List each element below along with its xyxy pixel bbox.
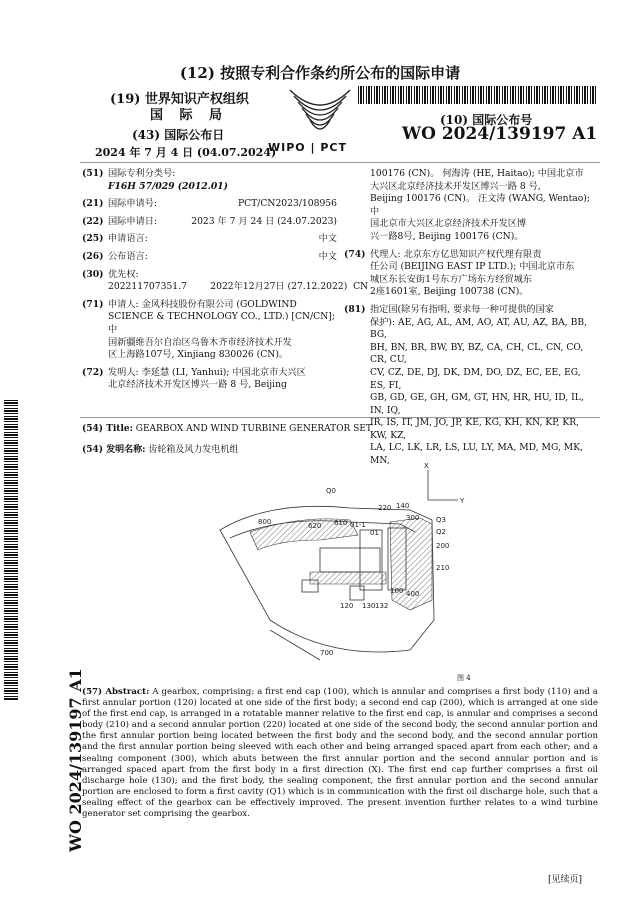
logo-text: WIPO | PCT: [268, 141, 347, 154]
field-72-continued: 100176 (CN)。 何海涛 (HE, Haitao); 中国北京市 大兴区北京经济技术开发区博兴一路 8 号, Beijing 100176 (CN)。 汪文涛 (WANG, Wentao); 中 国北京市大兴区北京经济技术开发区博 兴一路8号, Beijing 100176 (CN)。: [370, 168, 590, 242]
figure-label-400: 400: [406, 590, 420, 598]
figure-label-700: 700: [320, 649, 334, 657]
patent-figure: [210, 460, 470, 678]
field-26: (26) 公布语言: 中文: [82, 250, 337, 262]
header-divider: [80, 162, 600, 163]
field-21: (21) 国际申请号: PCT/CN2023/108956: [82, 198, 337, 210]
field-71: (71) 申请人: 金风科技股份有限公司 (GOLDWIND SCIENCE & TECHNOLOGY CO., LTD.) [CN/CN]; 中 国新疆维吾尔自治区乌鲁木齐市经济技术开发 区上海路107号, Xinjiang 830026 (CN)。: [82, 298, 335, 361]
side-barcode: [4, 400, 20, 850]
barcode: [358, 86, 598, 104]
figure-label-210: 210: [436, 564, 450, 572]
figure-label-140: 140: [396, 502, 410, 510]
document-title: (12) 按照专利合作条约所公布的国际申请: [179, 64, 461, 82]
pub-number-label: (10) 国际公布号: [440, 113, 533, 127]
field-22: (22) 国际申请日: 2023 年 7 月 24 日 (24.07.2023): [82, 215, 337, 227]
figure-label-100: 100: [390, 587, 404, 595]
pub-date-label: (43) 国际公布日: [132, 128, 225, 142]
continued-note: [见续页]: [548, 875, 583, 885]
figure-label-200: 200: [436, 542, 450, 550]
field-74: (74) 代理人: 北京东方亿思知识产权代理有限责 任公司 (BEIJING EAST IP LTD.); 中国北京市东 城区东长安街1号东方广场东方经贸城东 2座1601室, Beijing 100738 (CN)。: [344, 248, 575, 298]
field-25: (25) 申请语言: 中文: [82, 233, 337, 245]
side-pub-number: WO 2024/139197 A1: [66, 668, 85, 852]
title-english: (54) Title: GEARBOX AND WIND TURBINE GENERATOR SET: [82, 424, 372, 434]
field-81: (81) 指定国(除另有指明, 要求每一种可提供的国家 保护): AE, AG, AL, AM, AO, AT, AU, AZ, BA, BB, BG, BH, BN, BR, BW, BY, BZ, CA, CH, CL, CN, CO, CR, CU, CV, CZ, DE, DJ, DK, DM, DO, DZ, EC, EE, EG, ES, FI, GB, GD, GE, GH, GM, GT, HN, HR, HU, ID, IL, IN, IQ, IR, IS, IT, JM, JO, JP, KE, KG, KH, KN, KP, KR, KW, KZ, LA, LC, LK, LR, LS, LU, LY, MA, MD, MG, MK, MN,: [344, 303, 588, 467]
field-72: (72) 发明人: 李延慧 (LI, Yanhui); 中国北京市大兴区 北京经济技术开发区博兴一路 8 号, Beijing: [82, 366, 306, 391]
wipo-logo-icon: [276, 82, 364, 140]
title-divider: [80, 417, 600, 418]
field-51: (51) 国际专利分类号: F16H 57/029 (2012.01): [82, 168, 228, 192]
figure-caption: 图 4: [457, 674, 471, 682]
figure-label-q0: Q0: [326, 487, 336, 495]
field-30: (30) 优先权: 202211707351.7 2022年12月27日 (27.12.2022) CN: [82, 268, 369, 293]
title-chinese: (54) 发明名称: 齿轮箱及风力发电机组: [82, 445, 239, 455]
bibliographic-right-column: [344, 168, 596, 473]
abstract: (57) Abstract: A gearbox, comprising: a first end cap (100), which is annular and comprises a first body (110) and a first annular portion (120) located at one side of the first body; a second end cap (200), which is arranged at one side of the first end cap, is arranged in a rotatable manner relative to the first end cap, is annular and comprises a second body (210) and a second annular portion (220) located at one side of the second body, the second annular portion and the first annular portion being located between the first body and the second body, and the second annular portion and the first annular portion being sleeved with each other and being arranged spaced apart from each other; and a sealing component (300), which abuts between the first annular portion and the second annular portion and is arranged spaced apart from the first body in a first direction (X). The first end cap further comprises a first oil discharge hole (130); and the first body, the sealing component, the first annular portion and the second annular portion are enclosed to form a first cavity (Q1) which is in communication with the first oil discharge hole, such that a sealing effect of the gearbox can be effectively improved. The present invention further relates to a wind turbine generator set comprising the gearbox.: [82, 687, 599, 820]
pub-number-value: WO 2024/139197 A1: [402, 124, 598, 144]
office-bureau: 国 际 局: [150, 108, 229, 123]
pub-date-value: 2024 年 7 月 4 日 (04.07.2024): [95, 146, 277, 159]
figure-label-q3: Q3: [436, 516, 446, 524]
figure-label-q2: Q2: [436, 528, 446, 536]
figure-label-x: X: [424, 462, 429, 470]
figure-label-01: 01: [370, 529, 379, 537]
figure-label-130: 130: [362, 602, 376, 610]
figure-label-620: 620: [308, 522, 322, 530]
figure-label-01-1: 01-1: [350, 521, 366, 529]
figure-label-132: 132: [375, 602, 389, 610]
bibliographic-left-column: [82, 168, 369, 397]
figure-label-y: Y: [460, 497, 465, 505]
figure-label-220: 220: [378, 504, 392, 512]
figure-label-800: 800: [258, 518, 272, 526]
figure-label-610: 610: [334, 519, 348, 527]
office-name: (19) 世界知识产权组织: [110, 92, 249, 107]
figure-label-300: 300: [406, 514, 420, 522]
figure-label-120: 120: [340, 602, 354, 610]
